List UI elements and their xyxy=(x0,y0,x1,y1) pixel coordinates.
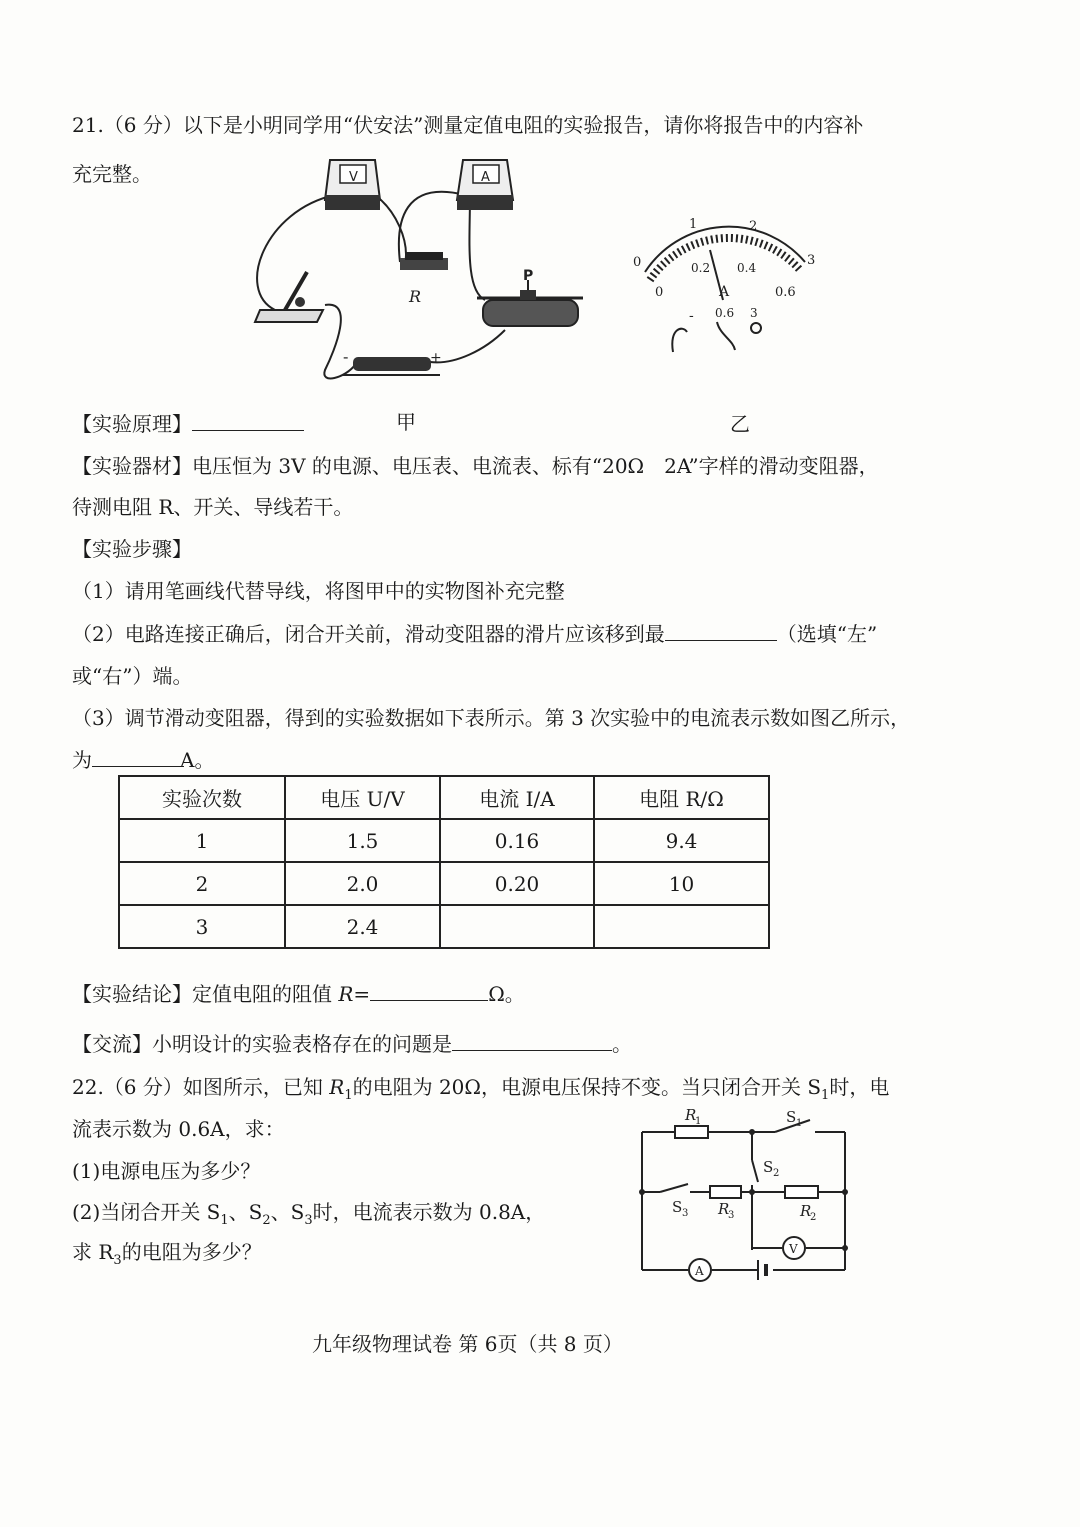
table-header: 电流 I/A xyxy=(440,776,594,819)
step2-line2: 或“右”）端。 xyxy=(72,664,193,688)
q22-q2-s1: 1 xyxy=(220,1213,229,1228)
exchange-text: 【交流】小明设计的实验表格存在的问题是 xyxy=(72,1032,452,1056)
q22-q2-s3: 3 xyxy=(304,1213,313,1228)
switch-device xyxy=(255,272,323,322)
conclusion-R: R xyxy=(338,982,354,1006)
battery-minus: - xyxy=(343,347,349,366)
R2-resistor xyxy=(785,1186,818,1198)
table-header-row xyxy=(119,776,769,819)
step3-line2 xyxy=(72,746,214,774)
step2-text-a: （2）电路连接正确后，闭合开关前，滑动变阻器的滑片应该移到最 xyxy=(72,622,665,646)
figure-yi-ammeter-dial xyxy=(625,210,835,360)
q22-q2-s2: 2 xyxy=(262,1213,271,1228)
dial-outer-tick-0: 0 xyxy=(633,255,642,270)
q22-line1-c: 时，电 xyxy=(829,1075,890,1099)
step2-blank[interactable] xyxy=(665,620,777,641)
table-row xyxy=(119,862,769,905)
steps-label: 【实验步骤】 xyxy=(72,537,192,561)
battery-device xyxy=(343,347,442,375)
table-header: 电阻 R/Ω xyxy=(594,776,769,819)
R3-label: R xyxy=(718,1200,730,1218)
q22-q2-c: 、S xyxy=(270,1200,305,1224)
q21-line2: 充完整。 xyxy=(72,162,152,186)
voltmeter-symbol-label: V xyxy=(789,1242,798,1256)
q22-q2 xyxy=(72,1198,545,1235)
exchange-line xyxy=(72,1030,632,1058)
exchange-end: 。 xyxy=(612,1032,632,1056)
q22-circuit-diagram xyxy=(630,1100,860,1290)
battery-plus: + xyxy=(430,350,442,366)
ammeter-device xyxy=(457,160,513,210)
R1-sub: 1 xyxy=(695,1116,702,1127)
q22-line1-R: R xyxy=(329,1075,345,1099)
dial-outer-tick-3: 3 xyxy=(807,253,816,268)
terminal-0.6: 0.6 xyxy=(715,306,735,320)
R3-resistor xyxy=(710,1186,741,1198)
table-cell: 1 xyxy=(119,819,285,862)
table-cell: 0.20 xyxy=(440,862,594,905)
dial-outer-tick-1: 1 xyxy=(689,217,698,232)
dial-inner-tick-0: 0 xyxy=(655,285,664,300)
S2-label: S xyxy=(763,1158,774,1176)
R3-sub: 3 xyxy=(728,1210,735,1221)
ammeter-label: A xyxy=(481,170,490,185)
figure-jia-circuit xyxy=(245,150,595,390)
table-row xyxy=(119,905,769,948)
table-cell: 0.16 xyxy=(440,819,594,862)
terminal-3: 3 xyxy=(750,306,758,320)
table-cell: 9.4 xyxy=(594,819,769,862)
experiment-data-table xyxy=(118,775,770,949)
table-cell: 1.5 xyxy=(285,819,440,862)
table-header: 实验次数 xyxy=(119,776,285,819)
q22-q3-a: 求 R xyxy=(72,1240,114,1264)
resistor-R xyxy=(400,252,448,306)
q21-line1: 21.（6 分）以下是小明同学用“伏安法”测量定值电阻的实验报告，请你将报告中的内容补 xyxy=(72,113,864,137)
S3-label: S xyxy=(672,1198,683,1216)
S1-label: S xyxy=(786,1108,797,1126)
q22-q2-a: (2)当闭合开关 S xyxy=(72,1200,221,1224)
principle-label-text: 【实验原理】 xyxy=(72,412,192,436)
page-footer: 九年级物理试卷 第 6页（共 8 页） xyxy=(312,1332,623,1356)
q22-line1-b: 的电阻为 20Ω，电源电压保持不变。当只闭合开关 S xyxy=(352,1075,822,1099)
dial-unit: A xyxy=(719,284,730,300)
slider-P-label: P xyxy=(523,268,534,284)
conclusion-line xyxy=(72,980,525,1008)
principle-label xyxy=(72,410,304,438)
table-cell: 2.0 xyxy=(285,862,440,905)
q22-q1: (1)电源电压为多少？ xyxy=(72,1159,261,1183)
dial-inner-tick-3: 0.6 xyxy=(775,285,796,300)
ammeter-symbol-label: A xyxy=(695,1264,704,1278)
sliding-rheostat xyxy=(477,268,583,326)
conclusion-text: 【实验结论】定值电阻的阻值 xyxy=(72,982,339,1006)
step3-text-b: 为 xyxy=(72,748,92,772)
table-cell: 10 xyxy=(594,862,769,905)
q22-line1-a: 22.（6 分）如图所示，已知 xyxy=(72,1075,330,1099)
step2-line1 xyxy=(72,620,877,648)
dial-inner-tick-2: 0.4 xyxy=(737,261,757,275)
S2-sub: 2 xyxy=(773,1168,780,1179)
step2-text-b: （选填“左” xyxy=(776,622,878,646)
table-cell-empty[interactable] xyxy=(594,905,769,948)
terminal-minus: - xyxy=(689,308,694,324)
q22-q3 xyxy=(72,1238,262,1275)
S1-sub: 1 xyxy=(796,1118,803,1129)
exchange-blank[interactable] xyxy=(452,1030,612,1051)
voltmeter-device xyxy=(325,160,380,210)
R2-sub: 2 xyxy=(810,1212,817,1223)
caption-jia: 甲 xyxy=(396,410,416,434)
q22-q2-b: 、S xyxy=(228,1200,263,1224)
dial-outer-tick-2: 2 xyxy=(749,219,758,234)
equipment-line2: 待测电阻 R、开关、导线若干。 xyxy=(72,495,354,519)
conclusion-eq: = xyxy=(353,982,371,1006)
step1: （1）请用笔画线代替导线，将图甲中的实物图补充完整 xyxy=(72,579,565,603)
principle-blank[interactable] xyxy=(192,410,304,431)
table-cell: 3 xyxy=(119,905,285,948)
step3-blank[interactable] xyxy=(92,746,180,767)
R2-label: R xyxy=(800,1202,812,1220)
table-row xyxy=(119,819,769,862)
equipment-line1: 【实验器材】电压恒为 3V 的电源、电压表、电流表、标有“20Ω 2A”字样的滑动变阻器， xyxy=(72,454,879,478)
q22-line1-sub: 1 xyxy=(344,1088,353,1103)
q22-line1-sub2: 1 xyxy=(821,1088,830,1103)
table-cell: 2.4 xyxy=(285,905,440,948)
q22-q3-b: 的电阻为多少？ xyxy=(121,1240,262,1264)
conclusion-blank[interactable] xyxy=(370,980,488,1001)
voltmeter-label: V xyxy=(349,170,358,185)
q22-q2-d: 时，电流表示数为 0.8A， xyxy=(312,1200,546,1224)
step3-line1: （3）调节滑动变阻器，得到的实验数据如下表所示。第 3 次实验中的电流表示数如图乙所示， xyxy=(72,706,911,730)
step3-text-c: A。 xyxy=(180,748,215,772)
caption-yi: 乙 xyxy=(730,412,750,436)
table-cell-empty[interactable] xyxy=(440,905,594,948)
table-header: 电压 U/V xyxy=(285,776,440,819)
q22-q3-sub: 3 xyxy=(113,1253,122,1268)
dial-inner-tick-1: 0.2 xyxy=(691,261,711,275)
S3-sub: 3 xyxy=(682,1208,689,1219)
R1-resistor xyxy=(675,1126,708,1138)
R1-label: R xyxy=(685,1106,697,1124)
table-cell: 2 xyxy=(119,862,285,905)
conclusion-unit: Ω。 xyxy=(488,982,525,1006)
q22-line2: 流表示数为 0.6A，求： xyxy=(72,1117,285,1141)
resistor-R-label: R xyxy=(409,287,422,306)
